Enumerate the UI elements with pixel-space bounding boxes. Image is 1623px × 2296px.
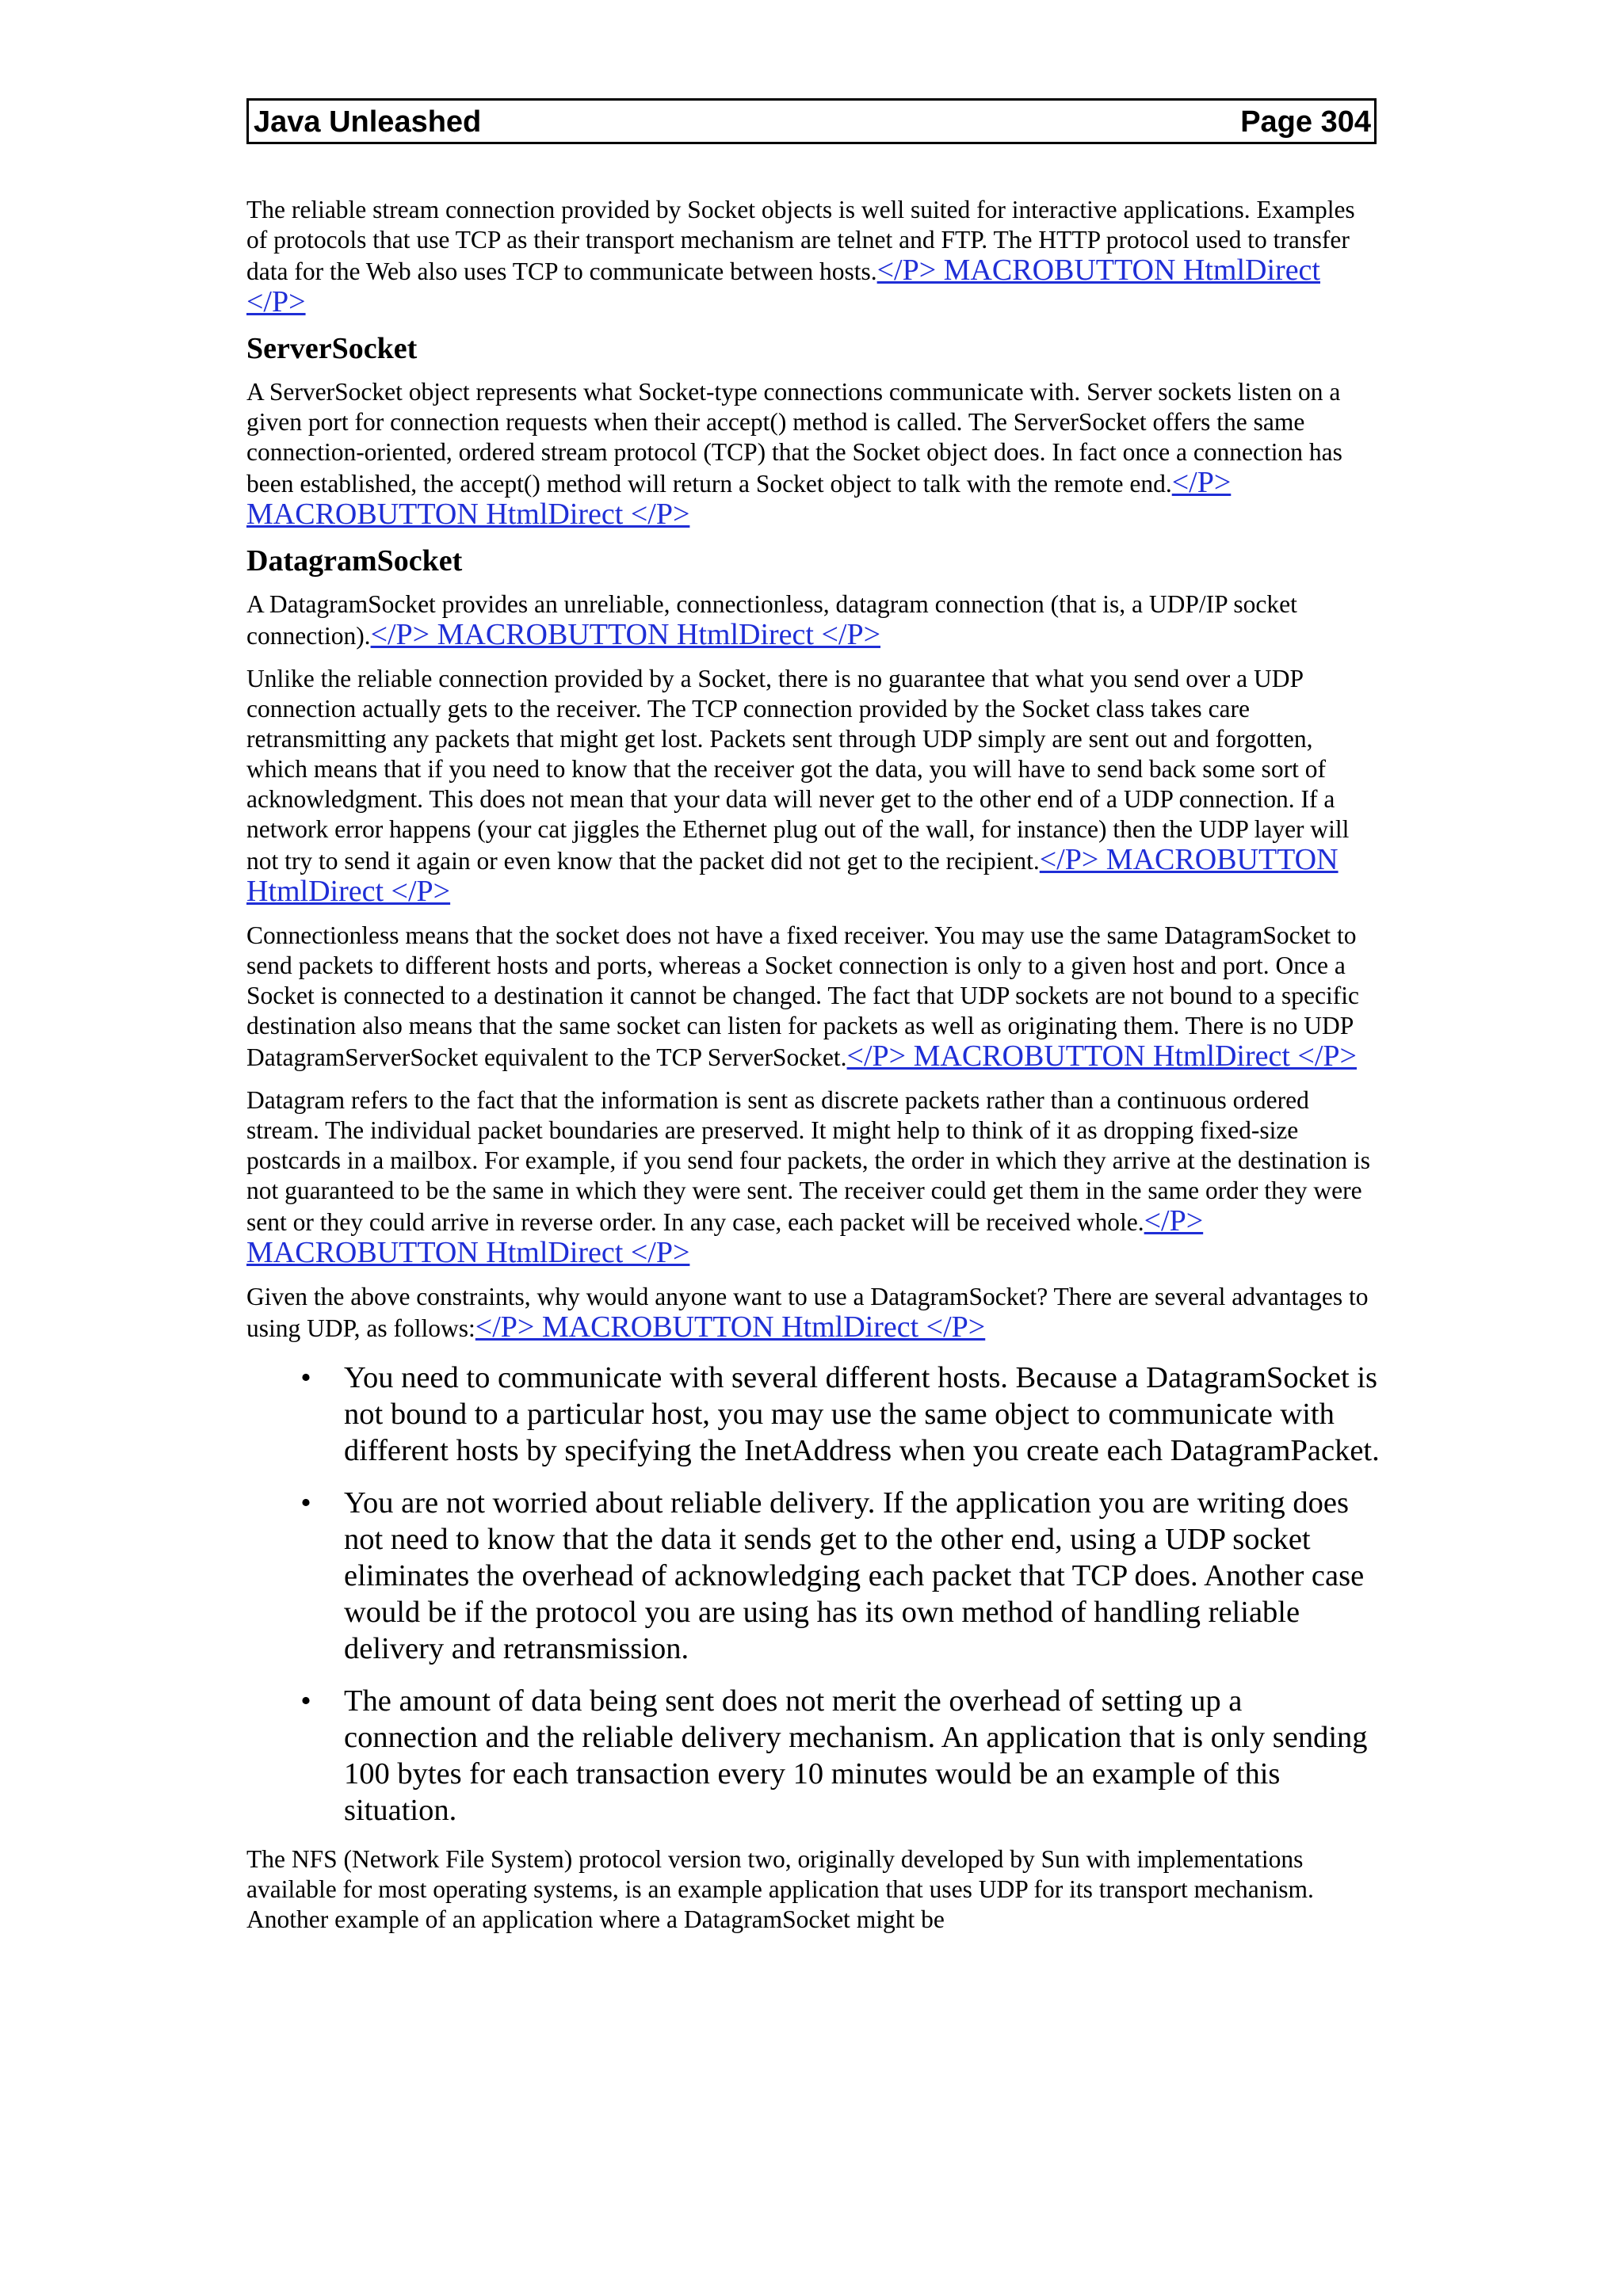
paragraph-text: The reliable stream connection provided by Socket objects is well suited for interactive applications. Examples of protocols that use TCP as their transport mechanism are telnet and FTP. The HTTP protocol used to transfer data for the Web also uses TCP to communicate between hosts.	[246, 196, 1355, 285]
macrobutton-link[interactable]: </P> MACROBUTTON HtmlDirect </P>	[370, 618, 881, 651]
list-item-text: You are not worried about reliable delivery. If the application you are writing does not need to know that the data it sends get to the other end, using a UDP socket eliminates the overhead of acknowledging each packet that TCP does. Another case would be if the protocol you are using has its own method of handling reliable delivery and retransmission.	[344, 1486, 1365, 1665]
paragraph-unreliable	[246, 664, 1380, 908]
advantages-list	[246, 1360, 1380, 1829]
macrobutton-link[interactable]: </P> MACROBUTTON HtmlDirect </P>	[846, 1039, 1357, 1073]
book-title: Java Unleashed	[254, 105, 482, 139]
list-item	[246, 1485, 1380, 1667]
paragraph-text: A DatagramSocket provides an unreliable, connectionless, datagram connection (that is, a UDP/IP socket connection).	[246, 590, 1297, 650]
paragraph-serversocket	[246, 377, 1380, 531]
paragraph-advantages	[246, 1282, 1380, 1344]
paragraph-tcp-applications	[246, 195, 1380, 318]
paragraph-nfs	[246, 1844, 1380, 1935]
paragraph-text: Given the above constraints, why would anyone want to use a DatagramSocket? There are several advantages to using UDP, as follows:	[246, 1283, 1369, 1342]
page-header	[246, 98, 1377, 144]
heading-datagramsocket: DatagramSocket	[246, 544, 463, 578]
paragraph-text: Datagram refers to the fact that the information is sent as discrete packets rather than a continuous ordered stream. The individual packet boundaries are preserved. It might help to think of it as dropping fixed-size postcards in a mailbox. For example, if you send four packets, the order in which they arrive at the destination is not guaranteed to be the same in which they were sent. The receiver could get them in the same order they were sent or they could arrive in reverse order. In any case, each packet will be received whole.	[246, 1086, 1370, 1236]
list-item-text: The amount of data being sent does not merit the overhead of setting up a connection and the reliable delivery mechanism. An application that is only sending 100 bytes for each transaction every 10 minutes would be an example of this situation.	[344, 1684, 1368, 1827]
paragraph-text: Connectionless means that the socket does not have a fixed receiver. You may use the same DatagramSocket to send packets to different hosts and ports, whereas a Socket connection is only to a given host and port. Once a Socket is connected to a destination it cannot be changed. The fact that UDP sockets are not bound to a specific destination also means that the same socket can listen for packets as well as originating them. There is no UDP DatagramServerSocket equivalent to the TCP ServerSocket.	[246, 921, 1359, 1071]
page-number: Page 304	[1240, 105, 1371, 139]
paragraph-text: Unlike the reliable connection provided by a Socket, there is no guarantee that what you send over a UDP connection actually gets to the receiver. The TCP connection provided by the Socket class takes care retransmitting any packets that might get lost. Packets sent through UDP simply are sent out and forgotten, which means that if you need to know that the receiver got the data, you will have to send back some sort of acknowledgment. This does not mean that your data will never get to the other end of a UDP connection. If a network error happens (your cat jiggles the Ethernet plug out of the wall, for instance) then the UDP layer will not try to send it again or even know that the packet did not get to the recipient.	[246, 665, 1350, 875]
list-item	[246, 1683, 1380, 1829]
bullet-icon: •	[300, 1486, 311, 1520]
page-content	[246, 195, 1380, 1947]
paragraph-text: A ServerSocket object represents what Socket-type connections communicate with. Server sockets listen on a given port for connection requests when their accept() method is called. The ServerSocket offers the same connection-oriented, ordered stream protocol (TCP) that the Socket object does. In fact once a connection has been established, the accept() method will return a Socket object to talk with the remote end.	[246, 378, 1342, 498]
list-item	[246, 1360, 1380, 1469]
macrobutton-link[interactable]: </P> MACROBUTTON HtmlDirect </P>	[246, 254, 1320, 318]
macrobutton-link[interactable]: </P> MACROBUTTON HtmlDirect </P>	[475, 1310, 986, 1344]
heading-serversocket: ServerSocket	[246, 332, 418, 365]
paragraph-datagram	[246, 1085, 1380, 1269]
macrobutton-link[interactable]: </P> MACROBUTTON HtmlDirect </P>	[246, 843, 1338, 908]
bullet-icon: •	[300, 1361, 311, 1394]
macrobutton-link[interactable]: </P> MACROBUTTON HtmlDirect </P>	[246, 466, 1232, 531]
list-item-text: You need to communicate with several different hosts. Because a DatagramSocket is not bound to a particular host, you may use the same object to communicate with different hosts by specifying the InetAddress when you create each DatagramPacket.	[344, 1361, 1380, 1467]
paragraph-text: The NFS (Network File System) protocol version two, originally developed by Sun with implementations available for most operating systems, is an example application that uses UDP for its transport mechanism. Another example of an application where a DatagramSocket might be	[246, 1845, 1314, 1933]
paragraph-datagramsocket-intro	[246, 589, 1380, 651]
macrobutton-link[interactable]: </P> MACROBUTTON HtmlDirect </P>	[246, 1204, 1204, 1269]
bullet-icon: •	[300, 1684, 311, 1718]
paragraph-connectionless	[246, 921, 1380, 1073]
